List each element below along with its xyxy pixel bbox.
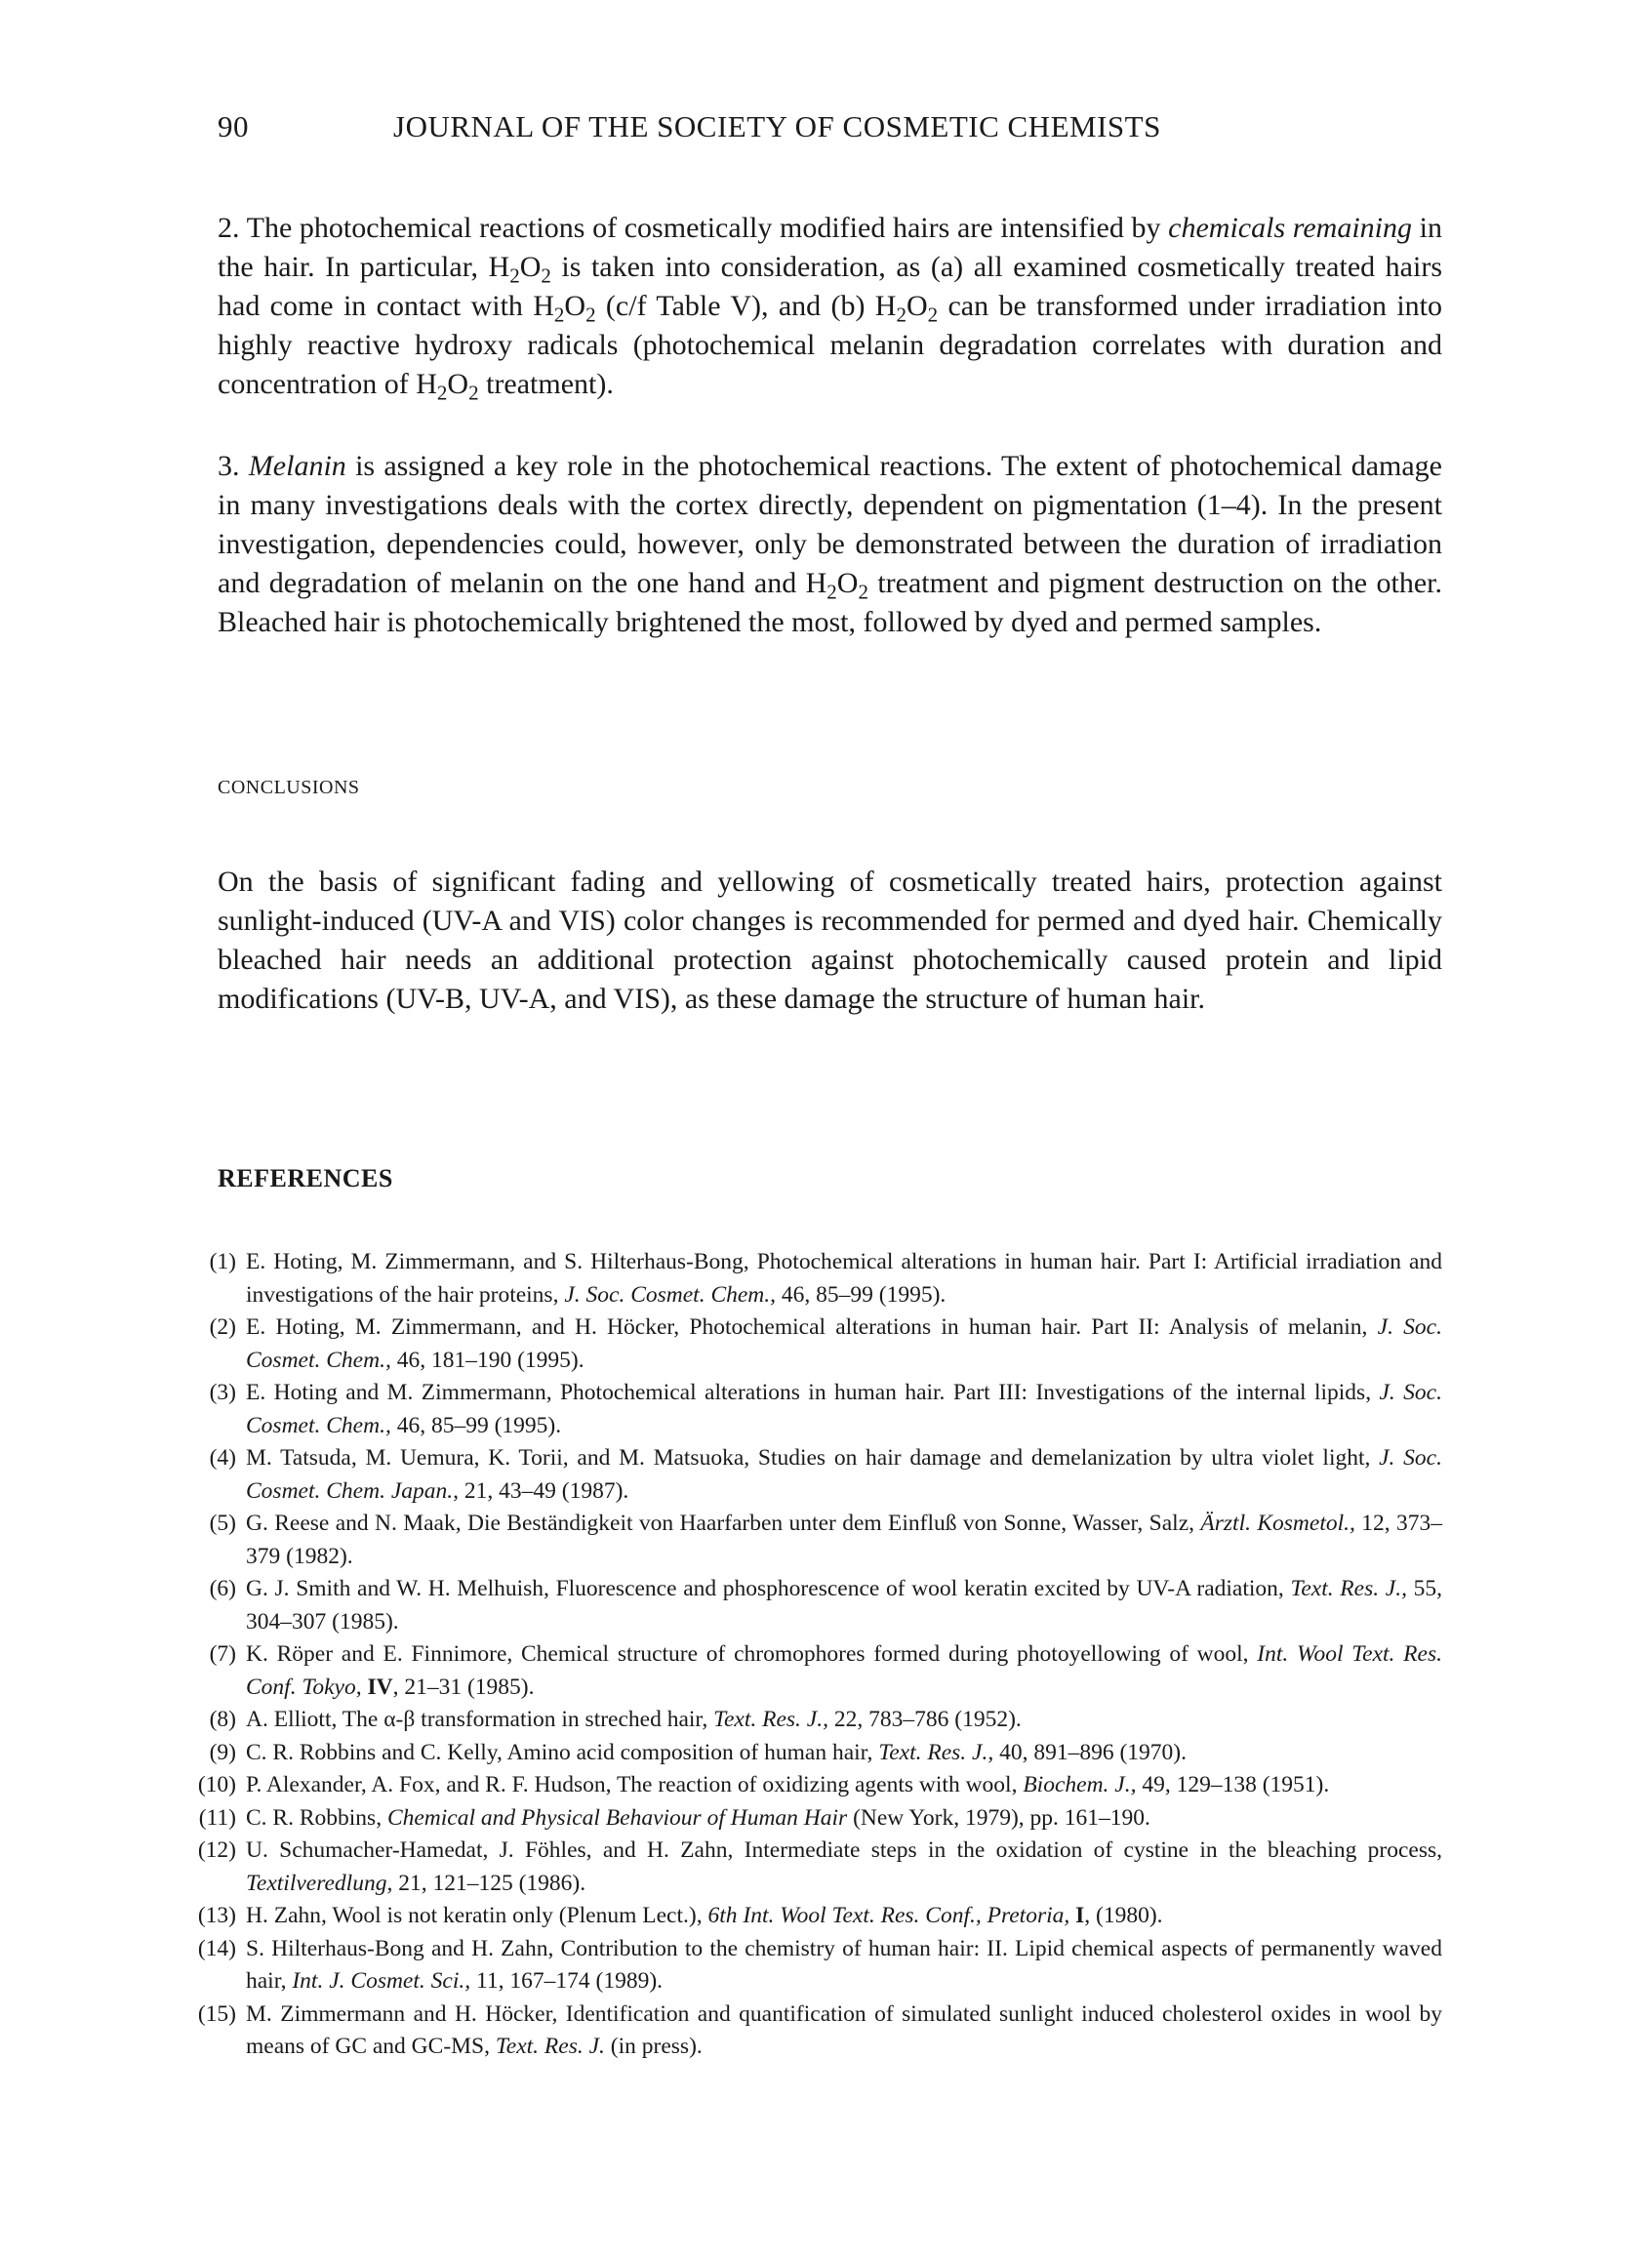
reference-number: (4) (209, 1445, 236, 1471)
text-run: O (519, 251, 542, 283)
reference-item (185, 1377, 1442, 1442)
reference-item (185, 1933, 1442, 1998)
running-header (218, 109, 1447, 144)
text-run: E. Hoting, M. Zimmermann, and H. Höcker, Photochemical alterations in human hair. Part II: Analysis of melanin, (246, 1314, 1378, 1340)
reference-text (246, 1704, 1442, 1737)
reference-text (246, 1900, 1442, 1933)
reference-item (185, 1704, 1442, 1737)
bold-text: I (1075, 1903, 1085, 1928)
subscript: 2 (896, 303, 907, 327)
subscript: 2 (541, 263, 551, 288)
reference-number: (6) (209, 1576, 236, 1601)
text-run: G. J. Smith and W. H. Melhuish, Fluorescence and phosphorescence of wool keratin excited by UV-A radiation, (246, 1576, 1291, 1601)
text-run: K. Röper and E. Finnimore, Chemical structure of chromophores formed during photoyellowing of wool, (246, 1641, 1258, 1667)
reference-item (185, 1442, 1442, 1508)
conclusions-paragraph (218, 863, 1442, 1019)
page-number: 90 (218, 109, 249, 143)
reference-number: (5) (209, 1511, 236, 1536)
text-run: H. Zahn, Wool is not keratin only (Plenum Lect.), (246, 1903, 708, 1928)
text-run: M. Zimmermann and H. Höcker, Identification and quantification of simulated sunlight induced cholesterol oxides in wool by means of GC and GC-MS, (246, 2000, 1442, 2059)
reference-number: (7) (209, 1641, 236, 1667)
italic-text: J. Soc. Cosmet. Chem. Japan., (246, 1445, 1442, 1504)
reference-number: (12) (197, 1837, 236, 1863)
text-run: , 21–31 (1985). (392, 1674, 535, 1700)
text-run: C. R. Robbins and C. Kelly, Amino acid composition of human hair, (246, 1739, 879, 1765)
reference-item (185, 1246, 1442, 1312)
text-run: treatment and pigment destruction on the other. Bleached hair is photochemically brightened the most, followed by dyed and permed samples. (218, 567, 1442, 638)
text-run: (New York, 1979), pp. 161–190. (847, 1804, 1150, 1831)
italic-text: J. Soc. Cosmet. Chem., (246, 1380, 1442, 1438)
italic-text: Int. Wool Text. Res. Conf. Tokyo, (246, 1641, 1442, 1700)
italic-text: Ärztl. Kosmetol., (1200, 1511, 1355, 1536)
reference-text (246, 1312, 1442, 1377)
reference-number: (14) (197, 1935, 236, 1961)
italic-text: Int. J. Cosmet. Sci., (292, 1968, 471, 1994)
text-run: 49, 129–138 (1951). (1136, 1772, 1330, 1797)
text-run: 3. (218, 450, 249, 482)
text-run: 2. The photochemical reactions of cosmetically modified hairs are intensified by (218, 212, 1169, 244)
italic-text: Text. Res. J., (713, 1707, 828, 1732)
text-run: 46, 85–99 (1995). (776, 1281, 947, 1308)
text-run: S. Hilterhaus-Bong and H. Zahn, Contribution to the chemistry of human hair: II. Lipid chemical aspects of permanently waved hair, (246, 1935, 1442, 1994)
text-run: 21, 43–49 (1987). (459, 1477, 629, 1504)
reference-item (185, 1802, 1442, 1836)
text-run: (c/f Table V), and (b) H (595, 290, 897, 322)
reference-item (185, 1573, 1442, 1638)
text-run: E. Hoting, M. Zimmermann, and S. Hilterhaus-Bong, Photochemical alterations in human hair. Part I: Artificial irradiation and investigations of the hair proteins, (246, 1249, 1442, 1308)
reference-text (246, 1442, 1442, 1508)
text-run: 55, 304–307 (1985). (246, 1576, 1443, 1634)
text-run: (in press). (604, 2034, 703, 2059)
italic-text: chemicals remaining (1168, 212, 1412, 244)
italic-text: Text. Res. J. (495, 2034, 605, 2059)
text-run: U. Schumacher-Hamedat, J. Föhles, and H. Zahn, Intermediate steps in the oxidation of cystine in the bleaching process, (246, 1837, 1442, 1863)
text-run: treatment). (478, 368, 614, 400)
subscript: 2 (509, 263, 520, 288)
reference-text (246, 1998, 1442, 2064)
italic-text: Melanin (248, 450, 346, 482)
reference-text (246, 1573, 1442, 1638)
paragraph-point-2 (218, 209, 1442, 404)
text-run: O (906, 290, 928, 322)
reference-number: (10) (197, 1772, 236, 1797)
text-run: P. Alexander, A. Fox, and R. F. Hudson, The reaction of oxidizing agents with wool, (246, 1772, 1024, 1797)
reference-number: (13) (197, 1903, 236, 1928)
text-run: in the hair. In particular, H (218, 212, 1442, 283)
text-run: C. R. Robbins, (246, 1804, 387, 1831)
reference-item (185, 1737, 1442, 1770)
reference-list (185, 1246, 1442, 2064)
italic-text: 6th Int. Wool Text. Res. Conf., Pretoria, (707, 1903, 1070, 1928)
text-run: O (564, 290, 586, 322)
reference-number: (2) (209, 1314, 236, 1340)
journal-title: JOURNAL OF THE SOCIETY OF COSMETIC CHEMISTS (393, 109, 1161, 143)
text-run: , (1980). (1084, 1903, 1163, 1928)
reference-text (246, 1802, 1442, 1836)
text-run: is assigned a key role in the photochemical reactions. The extent of photochemical damage in many investigations deals with the cortex directly, dependent on pigmentation (1–4). In the present investigation, dependencies could, however, only be demonstrated between the duration of irradiation and degradation of melanin on the one hand and H (218, 450, 1442, 599)
subscript: 2 (436, 381, 448, 405)
reference-item (185, 1835, 1442, 1900)
reference-text (246, 1377, 1442, 1442)
conclusions-heading: CONCLUSIONS (218, 777, 360, 798)
reference-item (185, 1638, 1442, 1704)
reference-text (246, 1769, 1442, 1802)
subscript: 2 (858, 580, 868, 604)
bold-text: IV (367, 1674, 393, 1700)
reference-number: (3) (209, 1380, 236, 1405)
text-run: M. Tatsuda, M. Uemura, K. Torii, and M. Matsuoka, Studies on hair damage and demelanization by ultra violet light, (246, 1445, 1380, 1471)
text-run: 12, 373–379 (1982). (246, 1511, 1443, 1569)
text-run: can be transformed under irradiation into highly reactive hydroxy radicals (photochemical melanin degradation correlates with duration and concentration of H (218, 290, 1442, 400)
subscript: 2 (927, 303, 939, 327)
references-heading: REFERENCES (218, 1164, 393, 1192)
text-run: 22, 783–786 (1952). (828, 1707, 1022, 1732)
reference-text (246, 1246, 1442, 1312)
reference-item (185, 1508, 1442, 1573)
reference-item (185, 1900, 1442, 1933)
italic-text: J. Soc. Cosmet. Chem., (246, 1314, 1442, 1373)
text-run: is taken into consideration, as (a) all examined cosmetically treated hairs had come in contact with H (218, 251, 1442, 322)
text-run: E. Hoting and M. Zimmermann, Photochemical alterations in human hair. Part III: Investigations of the internal lipids, (246, 1380, 1380, 1405)
subscript: 2 (468, 381, 479, 405)
subscript: 2 (826, 580, 837, 604)
reference-item (185, 1312, 1442, 1377)
reference-number: (15) (197, 2000, 236, 2027)
text-run: G. Reese and N. Maak, Die Beständigkeit von Haarfarben unter dem Einfluß von Sonne, Wasser, Salz, (246, 1511, 1201, 1536)
text-run: On the basis of significant fading and yellowing of cosmetically treated hairs, protection against sunlight-induced (UV-A and VIS) color changes is recommended for permed and dyed hair. Chemically bleached hair needs an additional protection against photochemically caused protein and lipid modifications (UV-B, UV-A, and VIS), as these damage the structure of human hair. (218, 866, 1442, 1015)
reference-number: (1) (209, 1249, 236, 1274)
text-run: 46, 85–99 (1995). (390, 1412, 562, 1438)
reference-text (246, 1933, 1442, 1998)
reference-item (185, 1769, 1442, 1802)
reference-item (185, 1998, 1442, 2064)
text-run: 21, 121–125 (1986). (392, 1870, 586, 1896)
text-run: 11, 167–174 (1989). (470, 1968, 664, 1994)
reference-text (246, 1835, 1442, 1900)
reference-number: (11) (198, 1804, 236, 1831)
italic-text: Text. Res. J., (1290, 1576, 1407, 1601)
text-run: O (447, 368, 469, 400)
text-run: 40, 891–896 (1970). (993, 1739, 1188, 1765)
italic-text: J. Soc. Cosmet. Chem., (564, 1281, 777, 1308)
reference-text (246, 1508, 1442, 1573)
reference-text (246, 1638, 1442, 1704)
text-run: 46, 181–190 (1995). (390, 1347, 584, 1373)
italic-text: Biochem. J., (1023, 1772, 1137, 1797)
reference-text (246, 1737, 1442, 1770)
reference-number: (9) (209, 1739, 236, 1765)
subscript: 2 (553, 303, 565, 327)
text-run: A. Elliott, The α-β transformation in streched hair, (246, 1707, 714, 1732)
paragraph-point-3 (218, 447, 1442, 642)
italic-text: Textilveredlung, (246, 1870, 393, 1896)
reference-number: (8) (209, 1707, 236, 1732)
subscript: 2 (585, 303, 596, 327)
italic-text: Text. Res. J., (878, 1739, 994, 1765)
text-run: O (836, 567, 859, 599)
italic-text: Chemical and Physical Behaviour of Human Hair (386, 1804, 848, 1831)
